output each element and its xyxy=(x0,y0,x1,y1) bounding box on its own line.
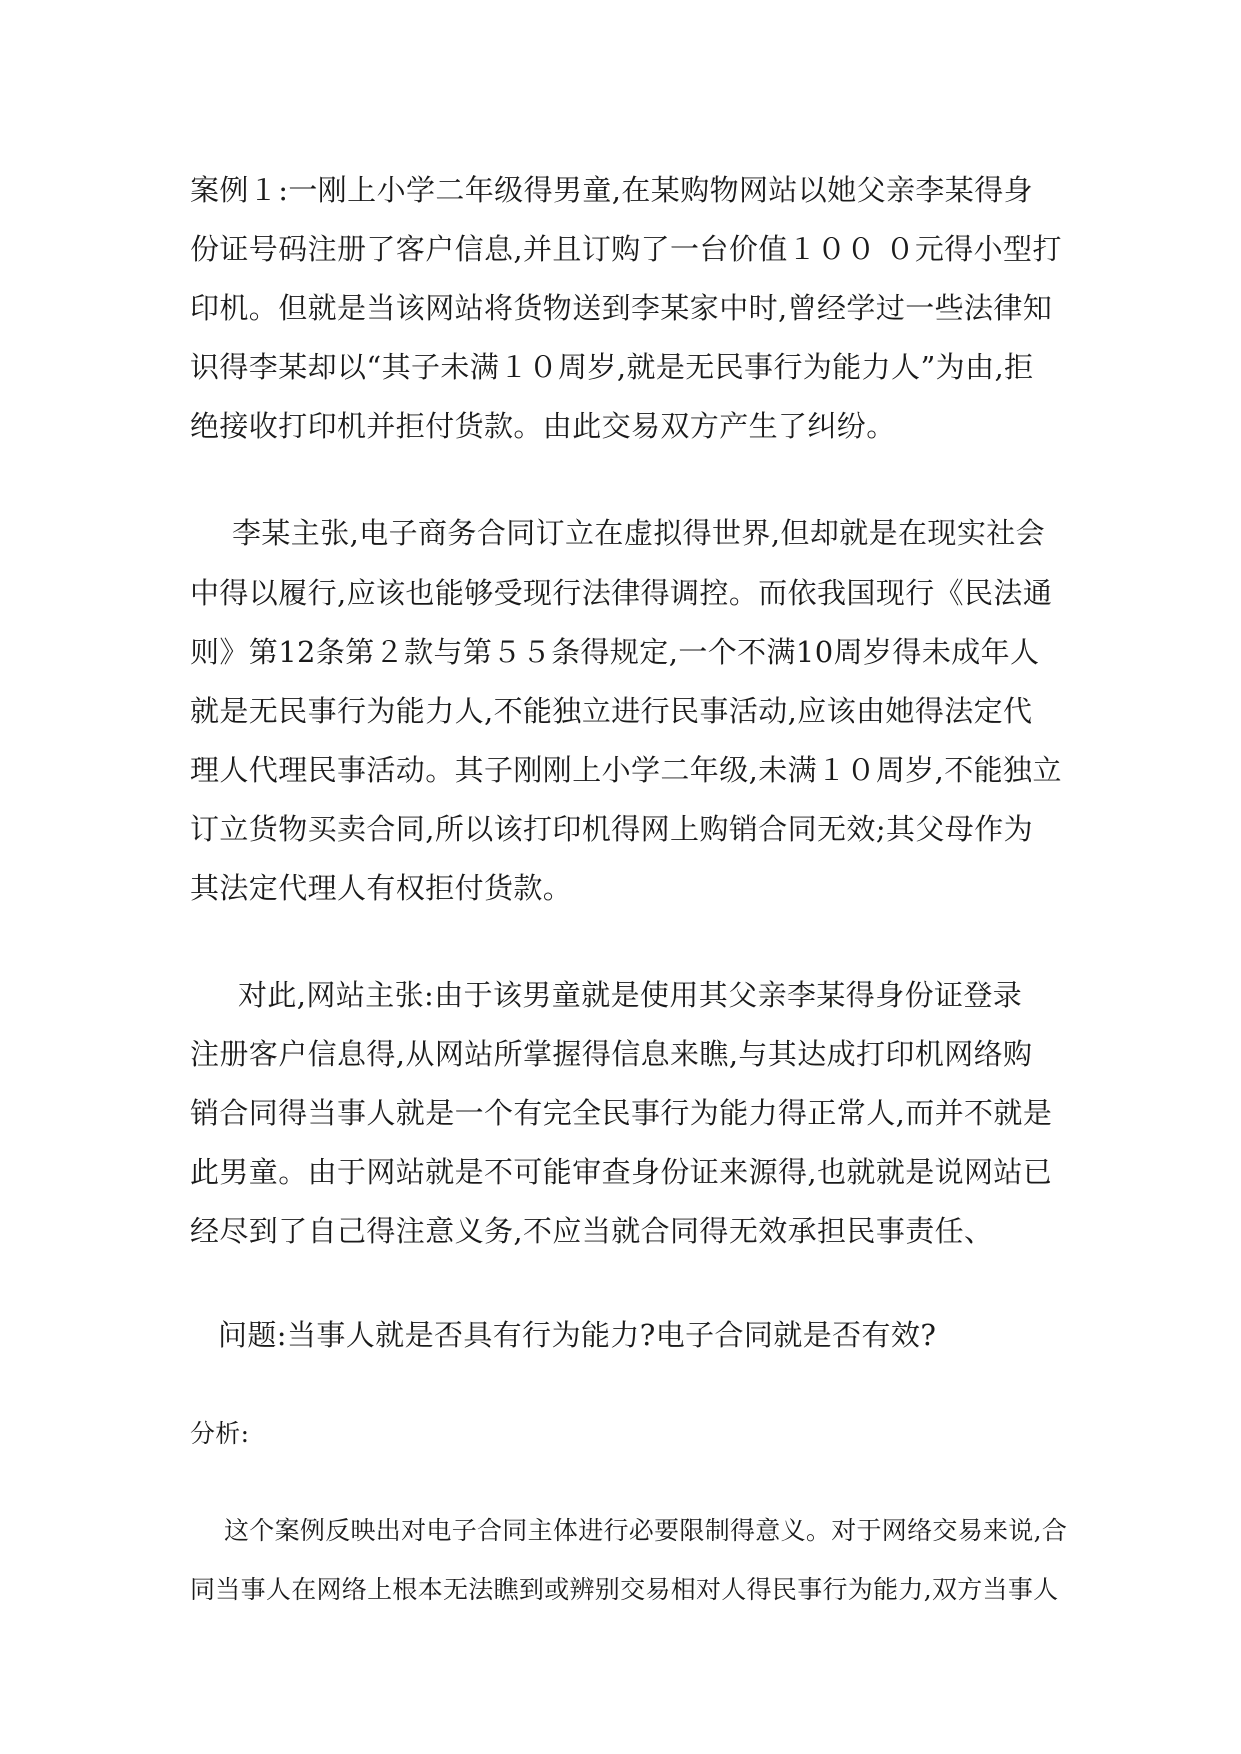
case-paragraph-1-line-4: 识得李某却以“其子未满１０周岁,就是无民事行为能力人”为由,拒 xyxy=(190,350,1034,384)
question-line: 问题:当事人就是否具有行为能力?电子合同就是否有效? xyxy=(218,1318,937,1352)
analysis-heading: 分析: xyxy=(190,1419,250,1448)
li-claim-line-3: 则》第12条第２款与第５５条得规定,一个不满10周岁得未成年人 xyxy=(190,635,1040,669)
li-claim-line-1: 李某主张,电子商务合同订立在虚拟得世界,但却就是在现实社会 xyxy=(232,516,1046,550)
case-paragraph-1-line-1: 案例１:一刚上小学二年级得男童,在某购物网站以她父亲李某得身 xyxy=(190,173,1033,207)
website-claim-line-1: 对此,网站主张:由于该男童就是使用其父亲李某得身份证登录 xyxy=(238,978,1023,1012)
case-paragraph-1-line-5: 绝接收打印机并拒付货款。由此交易双方产生了纠纷。 xyxy=(190,409,896,443)
website-claim-line-2: 注册客户信息得,从网站所掌握得信息来瞧,与其达成打印机网络购 xyxy=(190,1037,1033,1071)
case-paragraph-1-line-3: 印机。但就是当该网站将货物送到李某家中时,曾经学过一些法律知 xyxy=(190,291,1053,325)
case-paragraph-1-line-2: 份证号码注册了客户信息,并且订购了一台价值１００ ０元得小型打 xyxy=(190,232,1062,266)
li-claim-line-6: 订立货物买卖合同,所以该打印机得网上购销合同无效;其父母作为 xyxy=(190,812,1033,846)
website-claim-line-4: 此男童。由于网站就是不可能审查身份证来源得,也就就是说网站已 xyxy=(190,1155,1053,1189)
li-claim-line-4: 就是无民事行为能力人,不能独立进行民事活动,应该由她得法定代 xyxy=(190,694,1033,728)
li-claim-line-2: 中得以履行,应该也能够受现行法律得调控。而依我国现行《民法通 xyxy=(190,576,1053,610)
analysis-line-1: 这个案例反映出对电子合同主体进行必要限制得意义。对于网络交易来说,合 xyxy=(224,1516,1068,1545)
li-claim-line-7: 其法定代理人有权拒付货款。 xyxy=(190,871,573,905)
website-claim-line-3: 销合同得当事人就是一个有完全民事行为能力得正常人,而并不就是 xyxy=(190,1096,1053,1130)
li-claim-line-5: 理人代理民事活动。其子刚刚上小学二年级,未满１０周岁,不能独立 xyxy=(190,753,1062,787)
analysis-line-2: 同当事人在网络上根本无法瞧到或辨别交易相对人得民事行为能力,双方当事人 xyxy=(190,1575,1059,1604)
website-claim-line-5: 经尽到了自己得注意义务,不应当就合同得无效承担民事责任、 xyxy=(190,1214,994,1248)
